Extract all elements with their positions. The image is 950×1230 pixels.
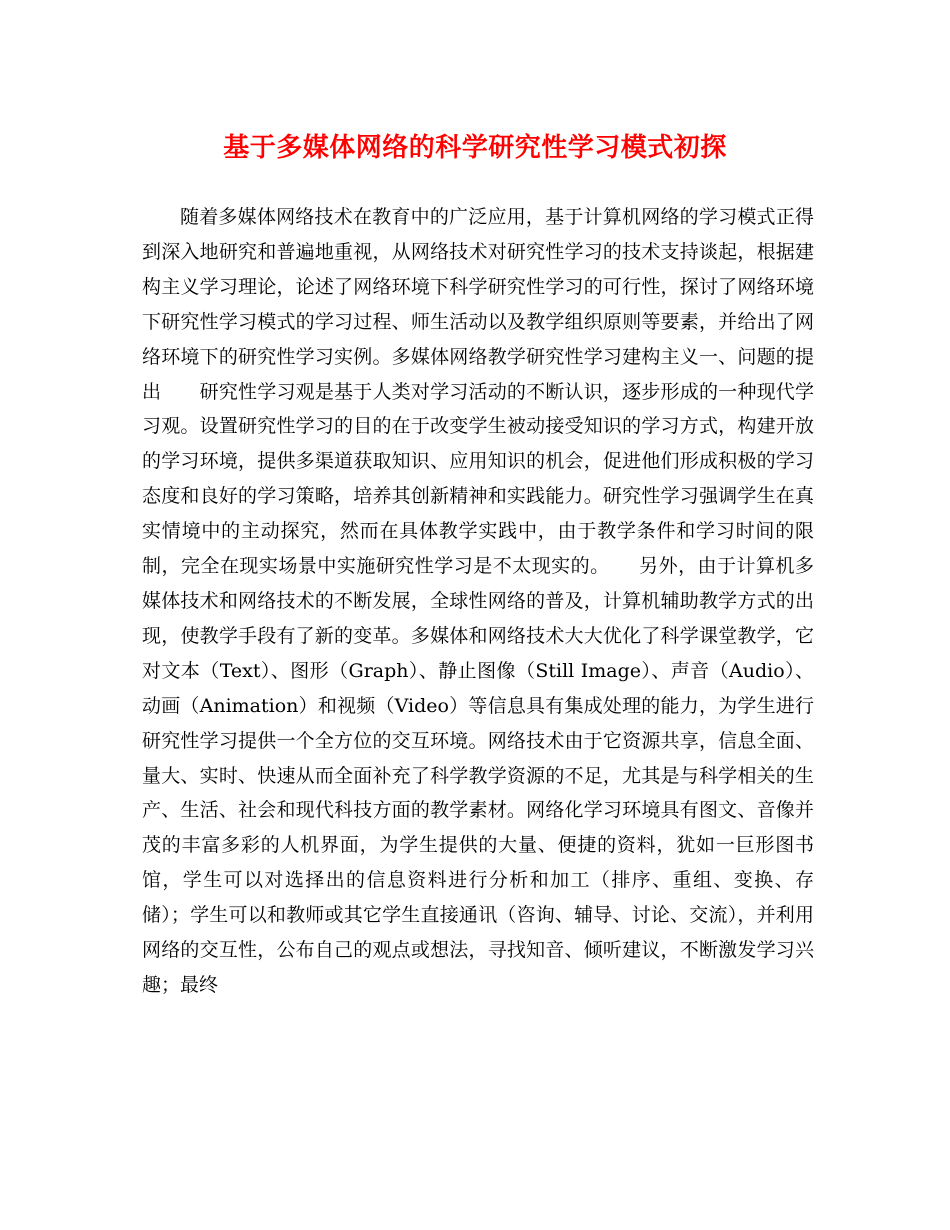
document-title: 基于多媒体网络的科学研究性学习模式初探 [223, 133, 727, 163]
document-body-paragraph: 随着多媒体网络技术在教育中的广泛应用，基于计算机网络的学习模式正得到深入地研究和普遍地重视，从网络技术对研究性学习的技术支持谈起，根据建构主义学习理论，论述了网络环境下科学研究性学习的可行性，探讨了网络环境下研究性学习模式的学习过程、师生活动以及教学组织原则等要素，并给出了网络环境下的研究性学习实例。多媒体网络教学研究性学习建构主义一、问题的提出 研究性学习观是基于人类对学习活动的不断认识，逐步形成的一种现代学习观。设置研究性学习的目的在于改变学生被动接受知识的学习方式，构建开放的学习环境，提供多渠道获取知识、应用知识的机会，促进他们形成积极的学习态度和良好的学习策略，培养其创新精神和实践能力。研究性学习强调学生在真实情境中的主动探究，然而在具体教学实践中，由于教学条件和学习时间的限制，完全在现实场景中实施研究性学习是不太现实的。 另外，由于计算机多媒体技术和网络技术的不断发展，全球性网络的普及，计算机辅助教学方式的出现，使教学手段有了新的变革。多媒体和网络技术大大优化了科学课堂教学，它对文本（Text）、图形（Graph）、静止图像（Still Image）、声音（Audio）、动画（Animation）和视频（Video）等信息具有集成处理的能力，为学生进行研究性学习提供一个全方位的交互环境。网络技术由于它资源共享，信息全面、量大、实时、快速从而全面补充了科学教学资源的不足，尤其是与科学相关的生产、生活、社会和现代科技方面的教学素材。网络化学习环境具有图文、音像并茂的丰富多彩的人机界面，为学生提供的大量、便捷的资料，犹如一巨形图书馆，学生可以对选择出的信息资料进行分析和加工（排序、重组、变换、存储）；学生可以和教师或其它学生直接通讯（咨询、辅导、讨论、交流），并利用网络的交互性，公布自己的观点或想法，寻找知音、倾听建议，不断激发学习兴趣；最终 [142, 206, 814, 996]
